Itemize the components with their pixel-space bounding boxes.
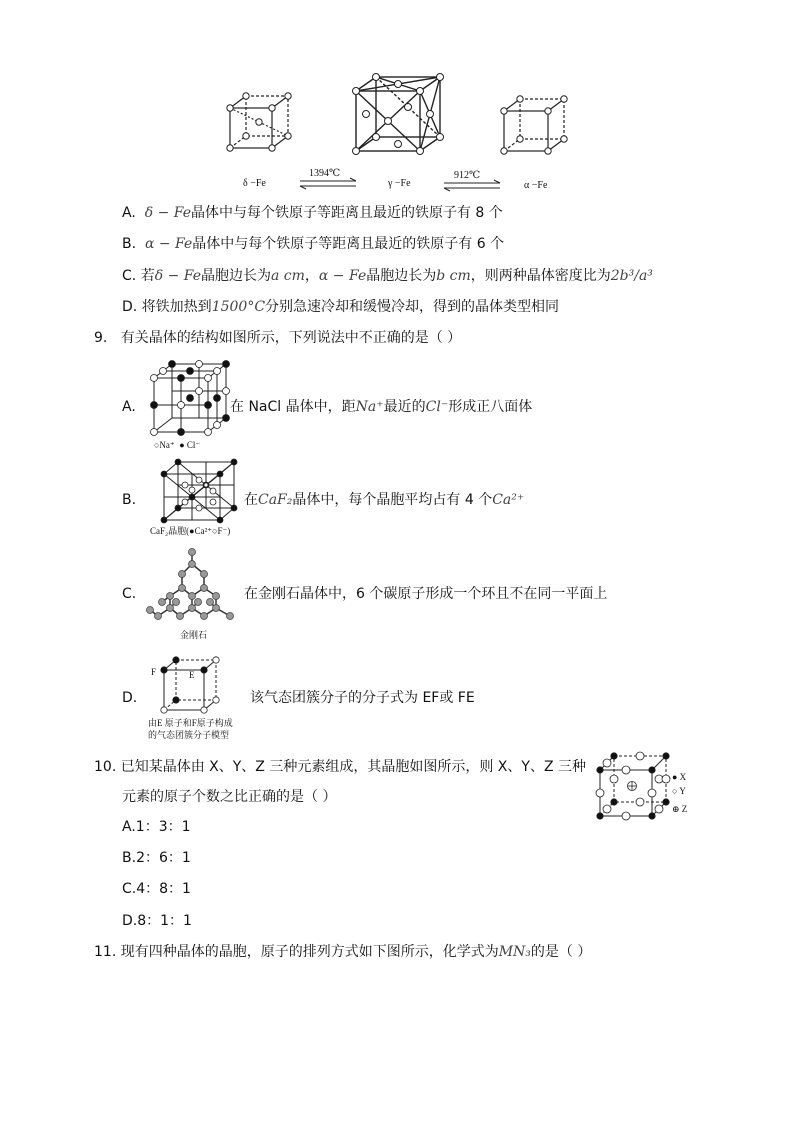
- option-text: 若: [140, 268, 155, 284]
- question-number: 9.: [94, 330, 108, 346]
- formula: 2b³/a³: [610, 268, 653, 284]
- xyz-cell-diagram: [594, 752, 670, 820]
- equilibrium-arrow-icon: [442, 181, 502, 191]
- q10-option-d: [122, 911, 192, 931]
- cluster-caption-2: 的气态团簇分子模型: [148, 730, 230, 740]
- option-text: 形成正八面体: [448, 399, 533, 415]
- option-letter: C.: [122, 268, 137, 284]
- option-letter: C.: [122, 881, 137, 897]
- option-letter: D.: [122, 299, 138, 315]
- alpha-fe-cell-diagram: [500, 95, 572, 157]
- caf2-cell-diagram: [160, 460, 240, 522]
- question-stem: 现有四种晶体的晶胞，原子的排列方式如下图所示，化学式为: [120, 944, 499, 960]
- q9-option-b-text: [244, 490, 524, 510]
- q10-stem-line1: [94, 757, 586, 777]
- option-text: 最近的: [383, 399, 426, 415]
- option-text: 将铁加热到: [141, 299, 212, 315]
- option-text: ，则两种晶体密度比为: [470, 268, 611, 284]
- diamond-caption: 金刚石: [180, 630, 208, 640]
- q9-option-d-letter: D.: [122, 690, 138, 706]
- equilibrium-arrow-icon: [298, 179, 358, 189]
- q8-option-b: [122, 234, 504, 254]
- option-letter: A.: [122, 819, 136, 835]
- formula: a cm: [270, 268, 305, 284]
- q9-option-d-text: 该气态团簇分子的分子式为 EF或 FE: [250, 690, 475, 706]
- q9-option-c-letter: C.: [122, 586, 137, 602]
- q9-option-b-letter: B.: [122, 492, 137, 508]
- legend-y: ○ Y: [672, 786, 686, 796]
- option-text: 晶胞边长为: [366, 268, 437, 284]
- cluster-caption-1: 由E 原子和F原子构成: [148, 718, 233, 728]
- option-letter: B.: [122, 236, 137, 252]
- label-e: E: [189, 670, 195, 680]
- formula: b cm: [436, 268, 471, 284]
- question-stem-end: 的是（ ）: [530, 944, 592, 960]
- option-text: 1：3：1: [135, 819, 191, 835]
- alpha-fe-label: α −Fe: [524, 180, 548, 191]
- caf2-caption: CaF₂晶胞(●Ca²⁺○F⁻): [150, 526, 231, 536]
- formula: Cl⁻: [425, 399, 449, 415]
- q10-option-c: [122, 879, 191, 899]
- label-f: F: [151, 667, 157, 677]
- option-text: 8：1：1: [137, 913, 192, 929]
- question-number: 11.: [94, 944, 117, 960]
- temp-1394-label: 1394℃: [309, 168, 341, 179]
- q9-option-a-letter: A.: [122, 399, 136, 415]
- option-text: 在: [244, 492, 258, 508]
- q9-option-c-text: 在金刚石晶体中，6 个碳原子形成一个环且不在同一平面上: [244, 586, 608, 602]
- question-stem: 已知某晶体由 X、Y、Z 三种元素组成，其晶胞如图所示，则 X、Y、Z 三种: [120, 759, 586, 775]
- option-text: 晶体中与每个铁原子等距离且最近的铁原子有 6 个: [192, 236, 505, 252]
- na-legend: ○Na⁺: [154, 440, 175, 450]
- formula: MN₃: [498, 944, 531, 960]
- option-letter: D.: [122, 913, 138, 929]
- q8-option-c: [122, 266, 653, 286]
- q10-option-b: [122, 848, 191, 868]
- option-letter: B.: [122, 850, 137, 866]
- q11-stem: [94, 942, 591, 962]
- diamond-structure-diagram: [148, 548, 238, 626]
- q8-option-d: [122, 297, 559, 317]
- formula: δ − Fe: [144, 205, 191, 221]
- q10-option-a: [122, 817, 191, 837]
- formula: α − Fe: [318, 268, 367, 284]
- formula: 1500°C: [211, 299, 266, 315]
- option-text: ，: [304, 268, 319, 284]
- nacl-legend: [154, 440, 200, 451]
- formula: Na⁺: [355, 399, 384, 415]
- option-text: 晶体中，每个晶胞平均占有 4 个: [292, 492, 493, 508]
- temp-912-label: 912℃: [454, 170, 481, 181]
- q10-stem-line2: 元素的原子个数之比正确的是（ ）: [122, 789, 337, 805]
- option-text: 晶体中与每个铁原子等距离且最近的铁原子有 8 个: [190, 205, 503, 221]
- legend-z: ⊕ Z: [672, 804, 688, 814]
- question-number: 10.: [94, 759, 117, 775]
- delta-fe-label: δ −Fe: [243, 178, 266, 189]
- option-text: 4：8：1: [136, 881, 191, 897]
- q9-option-a-text: [230, 397, 532, 417]
- formula: δ − Fe: [154, 268, 201, 284]
- gamma-fe-cell-diagram: [352, 75, 444, 155]
- cl-legend: ● Cl⁻: [179, 440, 201, 450]
- nacl-cell-diagram: [150, 360, 230, 440]
- option-text: 分别急速冷却和缓慢冷却，得到的晶体类型相同: [265, 299, 560, 315]
- option-text: 晶胞边长为: [200, 268, 271, 284]
- option-text: 2：6：1: [136, 850, 191, 866]
- gamma-fe-label: γ −Fe: [388, 178, 411, 189]
- option-text: 在 NaCl 晶体中，距: [230, 399, 356, 415]
- cluster-molecule-diagram: [158, 656, 218, 714]
- question-stem: 有关晶体的结构如图所示，下列说法中不正确的是（ ）: [120, 330, 462, 346]
- option-letter: A.: [122, 205, 136, 221]
- q9-stem: [94, 328, 461, 348]
- q8-option-a: [122, 203, 503, 223]
- legend-x: ● X: [672, 772, 687, 782]
- formula: Ca²⁺: [492, 492, 525, 508]
- delta-fe-cell-diagram: [226, 92, 296, 152]
- formula: α − Fe: [144, 236, 193, 252]
- formula: CaF₂: [258, 492, 293, 508]
